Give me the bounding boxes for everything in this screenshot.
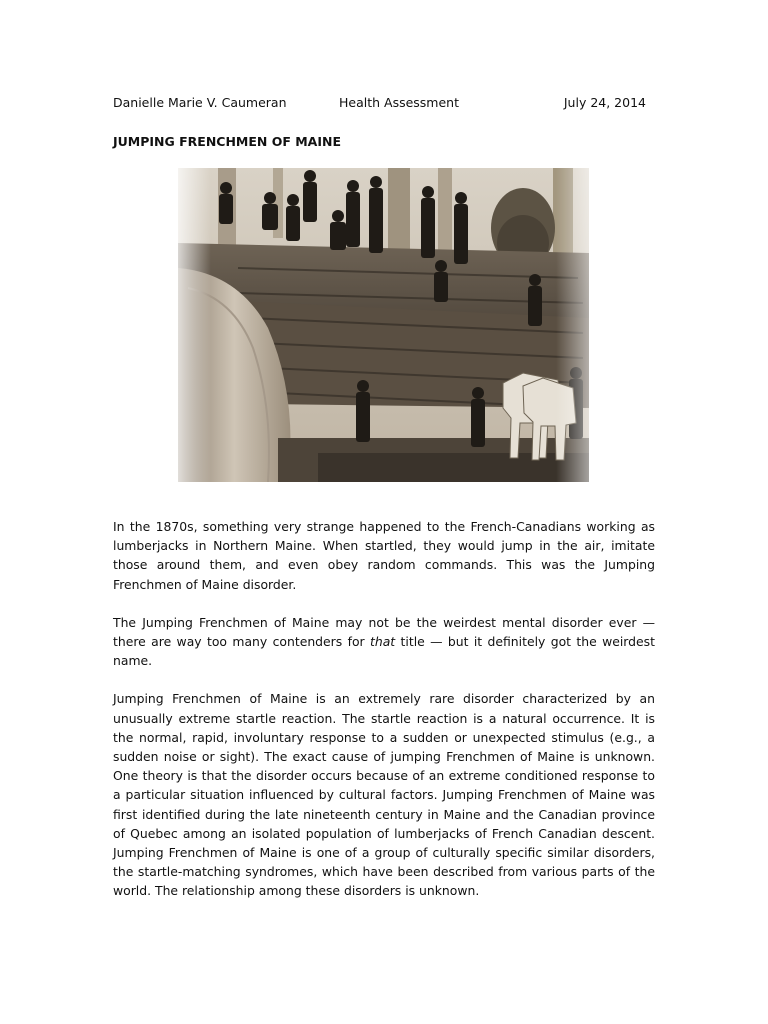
- body-text: [113, 517, 655, 901]
- course-name: Health Assessment: [339, 95, 460, 110]
- document-header: [113, 95, 658, 113]
- paragraph-2-start: The Jumping Frenchmen of Maine may not be the weirdest mental disorder ever — there are way too many contenders for: [113, 614, 655, 650]
- paragraph-3: Jumping Frenchmen of Maine is an extremely rare disorder characterized by an unusually extreme startle reaction. The startle reaction is a natural occurrence. It is the normal, rapid, involuntary response to a sudden or unexpected stimulus (e.g., a sudden noise or sight). The exact cause of jumping Frenchmen of Maine is unknown. One theory is that the disorder occurs because of an extreme conditioned response to a particular situation influenced by cultural factors. Jumping Frenchmen of Maine was first identified during the late nineteenth century in Maine and the Canadian province of Quebec among an isolated population of lumberjacks of French Canadian descent. Jumping Frenchmen of Maine is one of a group of culturally specific similar disorders, the startle-matching syndromes, which have been described from various parts of the world. The relationship among these disorders is unknown.: [113, 691, 655, 899]
- document-title: JUMPING FRENCHMEN OF MAINE: [113, 134, 341, 149]
- paragraph-2: [113, 613, 655, 671]
- lumberjacks-photo-icon: [178, 168, 589, 482]
- paragraph-2-emphasis: that: [370, 634, 396, 650]
- paragraph-2-end: title — but it definitely got the weirdest name.: [113, 634, 655, 669]
- author-name: Danielle Marie V. Caumeran: [113, 95, 287, 110]
- document-date: July 24, 2014: [563, 95, 646, 110]
- paragraph-1: In the 1870s, something very strange happened to the French-Canadians working as lumberjacks in Northern Maine. When startled, they would jump in the air, imitate those around them, and even obey random commands. This was the Jumping Frenchmen of Maine disorder.: [113, 519, 655, 592]
